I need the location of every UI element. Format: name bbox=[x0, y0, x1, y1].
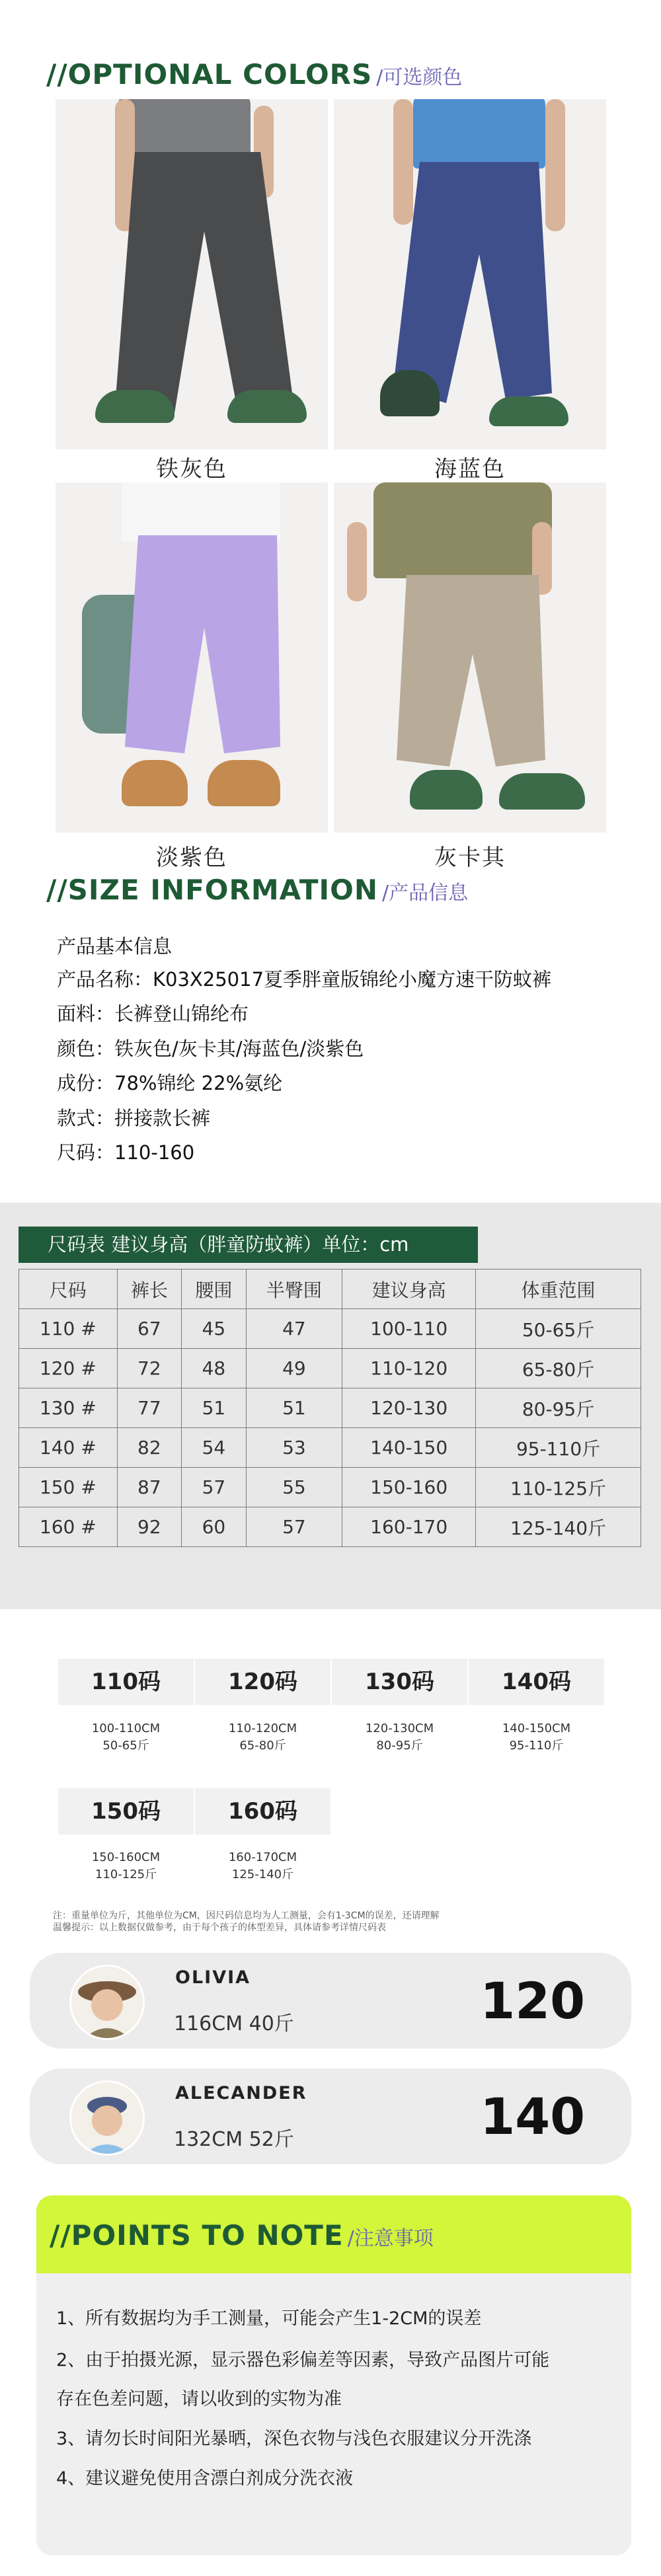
table-cell: 67 bbox=[117, 1309, 182, 1349]
size-chart-heading: 尺码表 建议身高（胖童防蚊裤）单位：cm bbox=[19, 1227, 478, 1263]
table-row bbox=[19, 1428, 641, 1468]
size-card-130-height: 120-130CM bbox=[365, 1722, 434, 1735]
model-size: 140 bbox=[480, 2087, 585, 2146]
size-card-140-height: 140-150CM bbox=[502, 1722, 571, 1735]
col-header: 裤长 bbox=[117, 1269, 182, 1309]
col-header: 体重范围 bbox=[476, 1269, 641, 1309]
size-information-title bbox=[46, 874, 468, 906]
info-colors: 颜色：铁灰色/灰卡其/海蓝色/淡紫色 bbox=[57, 1038, 364, 1060]
model-name: OLIVIA bbox=[175, 1967, 251, 1988]
table-cell: 120 # bbox=[19, 1349, 118, 1388]
size-card-120: 120码 bbox=[195, 1659, 330, 1705]
model-name: ALECANDER bbox=[175, 2083, 307, 2103]
table-cell: 125-140斤 bbox=[476, 1507, 641, 1547]
info-size-range: 尺码：110-160 bbox=[57, 1141, 195, 1164]
model-card-olivia bbox=[30, 1953, 631, 2049]
color-label-navy: 海蓝色 bbox=[434, 456, 506, 482]
point-item: 4、建议避免使用含漂白剂成分洗衣液 bbox=[56, 2468, 354, 2489]
point-item: 3、请勿长时间阳光暴晒，深色衣物与浅色衣服建议分开洗涤 bbox=[56, 2429, 532, 2449]
optional-colors-title-en: //OPTIONAL COLORS bbox=[46, 58, 373, 91]
point-item: 1、所有数据均为手工测量，可能会产生1-2CM的误差 bbox=[56, 2308, 482, 2329]
table-cell: 48 bbox=[182, 1349, 247, 1388]
size-card-110-weight: 50-65斤 bbox=[102, 1739, 149, 1753]
table-cell: 110-120 bbox=[342, 1349, 476, 1388]
table-cell: 160 # bbox=[19, 1507, 118, 1547]
table-cell: 87 bbox=[117, 1468, 182, 1507]
table-cell: 130 # bbox=[19, 1388, 118, 1428]
table-row bbox=[19, 1507, 641, 1547]
table-cell: 77 bbox=[117, 1388, 182, 1428]
table-cell: 95-110斤 bbox=[476, 1428, 641, 1468]
table-cell: 150-160 bbox=[342, 1468, 476, 1507]
table-cell: 80-95斤 bbox=[476, 1388, 641, 1428]
size-chart-table bbox=[19, 1269, 641, 1547]
table-cell: 140-150 bbox=[342, 1428, 476, 1468]
color-label-iron-grey: 铁灰色 bbox=[156, 456, 227, 482]
info-product-name: 产品名称：K03X25017夏季胖童版锦纶小魔方速干防蚊裤 bbox=[57, 968, 552, 991]
table-cell: 57 bbox=[246, 1507, 342, 1547]
size-chart-header-row bbox=[19, 1269, 641, 1309]
col-header: 腰围 bbox=[182, 1269, 247, 1309]
table-cell: 47 bbox=[246, 1309, 342, 1349]
table-cell: 55 bbox=[246, 1468, 342, 1507]
table-cell: 54 bbox=[182, 1428, 247, 1468]
table-cell: 57 bbox=[182, 1468, 247, 1507]
warm-tip-note: 温馨提示：以上数据仅做参考，由于每个孩子的体型差异，具体请参考详情尺码表 bbox=[53, 1922, 386, 1933]
points-to-note-header bbox=[36, 2195, 631, 2273]
point-item: 2、由于拍摄光源，显示器色彩偏差等因素，导致产品图片可能 bbox=[56, 2350, 550, 2370]
col-header: 建议身高 bbox=[342, 1269, 476, 1309]
size-card-140-weight: 95-110斤 bbox=[509, 1739, 564, 1753]
points-title-en: //POINTS TO NOTE bbox=[50, 2219, 344, 2252]
product-photo-light-purple bbox=[56, 482, 328, 833]
table-cell: 53 bbox=[246, 1428, 342, 1468]
size-card-160-weight: 125-140斤 bbox=[231, 1868, 294, 1881]
info-style: 款式：拼接款长裤 bbox=[57, 1107, 211, 1129]
table-cell: 65-80斤 bbox=[476, 1349, 641, 1388]
product-photo-navy bbox=[334, 99, 606, 449]
size-card-150-weight: 110-125斤 bbox=[95, 1868, 157, 1881]
color-label-light-purple: 淡紫色 bbox=[156, 845, 227, 871]
table-cell: 100-110 bbox=[342, 1309, 476, 1349]
info-fabric: 面料：长裤登山锦纶布 bbox=[57, 1003, 249, 1025]
size-card-110: 110码 bbox=[58, 1659, 194, 1705]
table-cell: 51 bbox=[246, 1388, 342, 1428]
size-card-130-weight: 80-95斤 bbox=[376, 1739, 423, 1753]
table-cell: 110 # bbox=[19, 1309, 118, 1349]
col-header: 尺码 bbox=[19, 1269, 118, 1309]
table-cell: 82 bbox=[117, 1428, 182, 1468]
table-cell: 140 # bbox=[19, 1428, 118, 1468]
table-row bbox=[19, 1388, 641, 1428]
avatar bbox=[69, 1965, 145, 2040]
info-heading: 产品基本信息 bbox=[57, 935, 173, 958]
product-photo-iron-grey bbox=[56, 99, 328, 449]
model-card-alecander bbox=[30, 2068, 631, 2164]
size-card-130: 130码 bbox=[332, 1659, 467, 1705]
table-row bbox=[19, 1468, 641, 1507]
measurement-note: 注：重量单位为斤，其他单位为CM，因尺码信息均为人工测量，会有1-3CM的误差，还请理解 bbox=[53, 1911, 440, 1921]
model-measurements: 116CM 40斤 bbox=[174, 2012, 294, 2035]
avatar bbox=[69, 2080, 145, 2156]
info-composition: 成份：78%锦纶 22%氨纶 bbox=[57, 1072, 283, 1094]
size-card-160: 160码 bbox=[195, 1788, 330, 1835]
optional-colors-title bbox=[46, 58, 462, 91]
points-to-note-title bbox=[50, 2219, 434, 2252]
size-information-title-en: //SIZE INFORMATION bbox=[46, 874, 379, 906]
table-cell: 92 bbox=[117, 1507, 182, 1547]
table-cell: 120-130 bbox=[342, 1388, 476, 1428]
table-row bbox=[19, 1309, 641, 1349]
col-header: 半臀围 bbox=[246, 1269, 342, 1309]
size-card-120-weight: 65-80斤 bbox=[239, 1739, 286, 1753]
table-row bbox=[19, 1349, 641, 1388]
size-card-110-height: 100-110CM bbox=[91, 1722, 161, 1735]
points-to-note-panel bbox=[36, 2195, 631, 2556]
table-cell: 50-65斤 bbox=[476, 1309, 641, 1349]
table-cell: 72 bbox=[117, 1349, 182, 1388]
size-card-160-height: 160-170CM bbox=[228, 1850, 297, 1864]
point-item-continued: 存在色差问题，请以收到的实物为准 bbox=[56, 2389, 342, 2409]
size-card-120-height: 110-120CM bbox=[228, 1722, 297, 1735]
table-cell: 49 bbox=[246, 1349, 342, 1388]
size-card-150-height: 150-160CM bbox=[91, 1850, 161, 1864]
table-cell: 60 bbox=[182, 1507, 247, 1547]
table-cell: 51 bbox=[182, 1388, 247, 1428]
size-card-140: 140码 bbox=[469, 1659, 604, 1705]
size-card-150: 150码 bbox=[58, 1788, 194, 1835]
table-cell: 150 # bbox=[19, 1468, 118, 1507]
model-size: 120 bbox=[480, 1971, 585, 2030]
optional-colors-title-cn: /可选颜色 bbox=[376, 66, 463, 89]
table-cell: 45 bbox=[182, 1309, 247, 1349]
table-cell: 110-125斤 bbox=[476, 1468, 641, 1507]
model-measurements: 132CM 52斤 bbox=[174, 2128, 294, 2151]
points-title-cn: /注意事项 bbox=[347, 2227, 434, 2250]
color-label-grey-khaki: 灰卡其 bbox=[434, 845, 506, 871]
size-information-title-cn: /产品信息 bbox=[382, 882, 469, 905]
table-cell: 160-170 bbox=[342, 1507, 476, 1547]
product-photo-grey-khaki bbox=[334, 482, 606, 833]
